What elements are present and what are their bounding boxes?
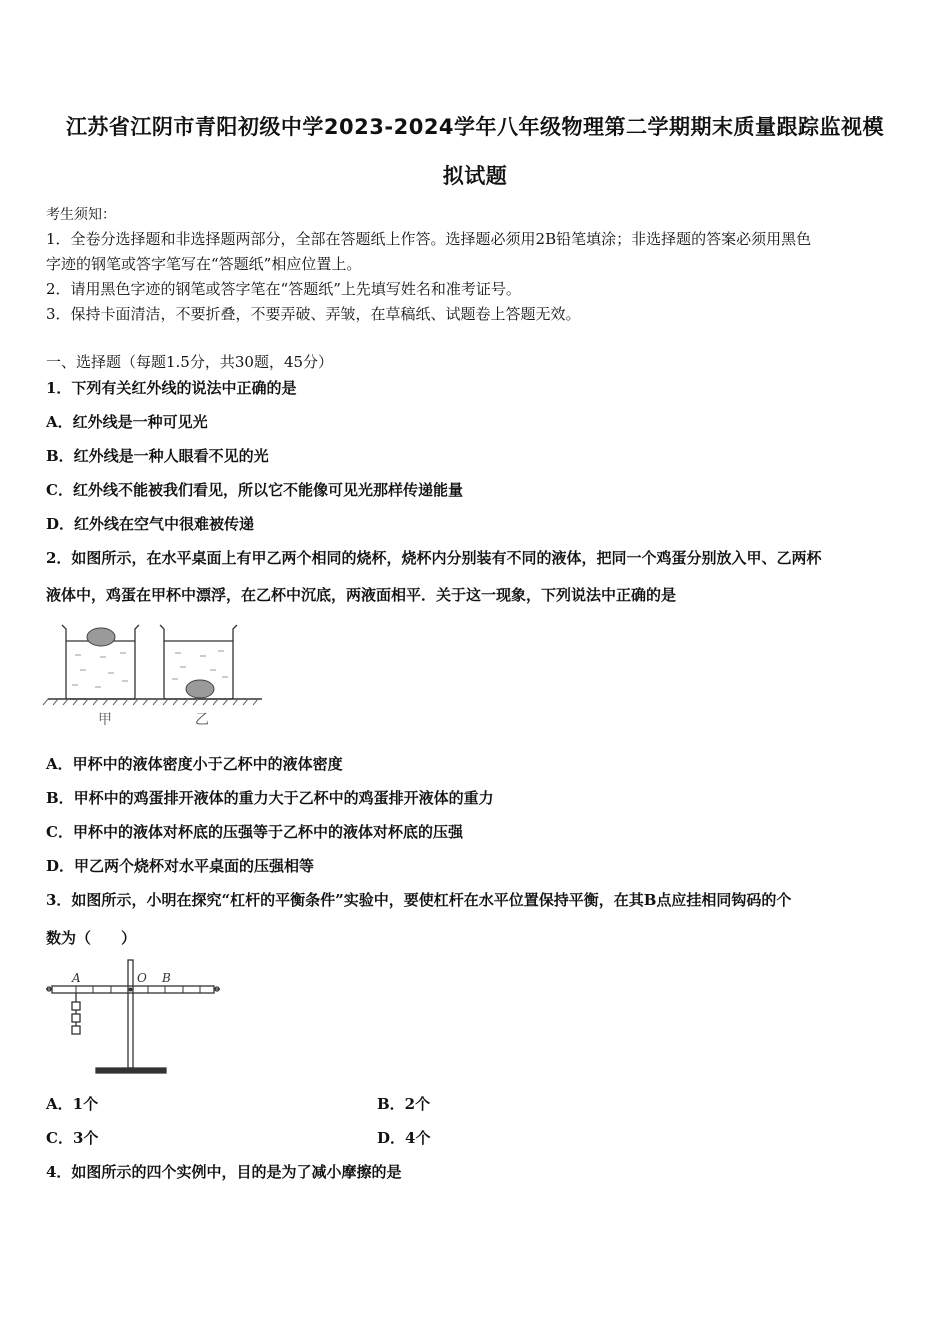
q1-option-c: C．红外线不能被我们看见，所以它不能像可见光那样传递能量: [46, 481, 463, 499]
q1-stem: 1．下列有关红外线的说法中正确的是: [46, 379, 297, 397]
q3-stem-line1: 3．如图所示，小明在探究“杠杆的平衡条件”实验中，要使杠杆在水平位置保持平衡，在其B点应挂相同钩码的个: [46, 891, 792, 909]
lever-figure: [44, 955, 224, 1080]
q1-option-b: B．红外线是一种人眼看不见的光: [46, 447, 269, 465]
notice-heading: 考生须知：: [46, 207, 116, 223]
q2-stem-line2: 液体中，鸡蛋在甲杯中漂浮，在乙杯中沉底，两液面相平．关于这一现象，下列说法中正确的是: [46, 586, 677, 604]
q3-option-c: C．3个: [46, 1129, 99, 1147]
q2-option-d: D．甲乙两个烧杯对水平桌面的压强相等: [46, 857, 315, 875]
q1-option-a: A．红外线是一种可见光: [46, 413, 208, 431]
beakers-figure: [40, 615, 270, 730]
exam-title-line2: 拟试题: [442, 164, 508, 188]
notice-item-1b: 字迹的钢笔或答字笔写在“答题纸”相应位置上。: [46, 255, 362, 273]
q3-option-a: A．1个: [46, 1095, 99, 1113]
lever-label-o: O: [137, 971, 147, 985]
q3-option-d: D．4个: [377, 1129, 431, 1147]
q2-stem-line1: 2．如图所示，在水平桌面上有甲乙两个相同的烧杯，烧杯内分别装有不同的液体，把同一个鸡蛋分别放入甲、乙两杯: [46, 549, 822, 567]
sunken-egg: [186, 680, 214, 698]
q3-stem-line2: 数为（ ）: [46, 929, 137, 947]
q4-stem: 4．如图所示的四个实例中，目的是为了减小摩擦的是: [46, 1163, 402, 1181]
lever-label-a: A: [72, 971, 81, 985]
q1-option-d: D．红外线在空气中很难被传递: [46, 515, 255, 533]
beaker-label-jia: 甲: [98, 712, 112, 728]
notice-item-3: 3．保持卡面清洁，不要折叠，不要弄破、弄皱，在草稿纸、试题卷上答题无效。: [46, 305, 581, 323]
notice-item-1a: 1．全卷分选择题和非选择题两部分，全部在答题纸上作答。选择题必须用2B铅笔填涂；非选择题的答案必须用黑色: [46, 230, 812, 248]
notice-item-2: 2．请用黑色字迹的钢笔或答字笔在“答题纸”上先填写姓名和准考证号。: [46, 280, 521, 298]
beaker-label-yi: 乙: [195, 712, 209, 728]
q2-option-c: C．甲杯中的液体对杯底的压强等于乙杯中的液体对杯底的压强: [46, 823, 463, 841]
q2-option-a: A．甲杯中的液体密度小于乙杯中的液体密度: [46, 755, 343, 773]
section-heading: 一、选择题（每题1.5分，共30题，45分）: [46, 353, 334, 371]
floating-egg: [87, 628, 115, 646]
lever-label-b: B: [162, 971, 171, 985]
q3-option-b: B．2个: [377, 1095, 431, 1113]
q2-option-b: B．甲杯中的鸡蛋排开液体的重力大于乙杯中的鸡蛋排开液体的重力: [46, 789, 494, 807]
exam-title-line1: 江苏省江阴市青阳初级中学2023-2024学年八年级物理第二学期期末质量跟踪监视模: [65, 115, 885, 139]
